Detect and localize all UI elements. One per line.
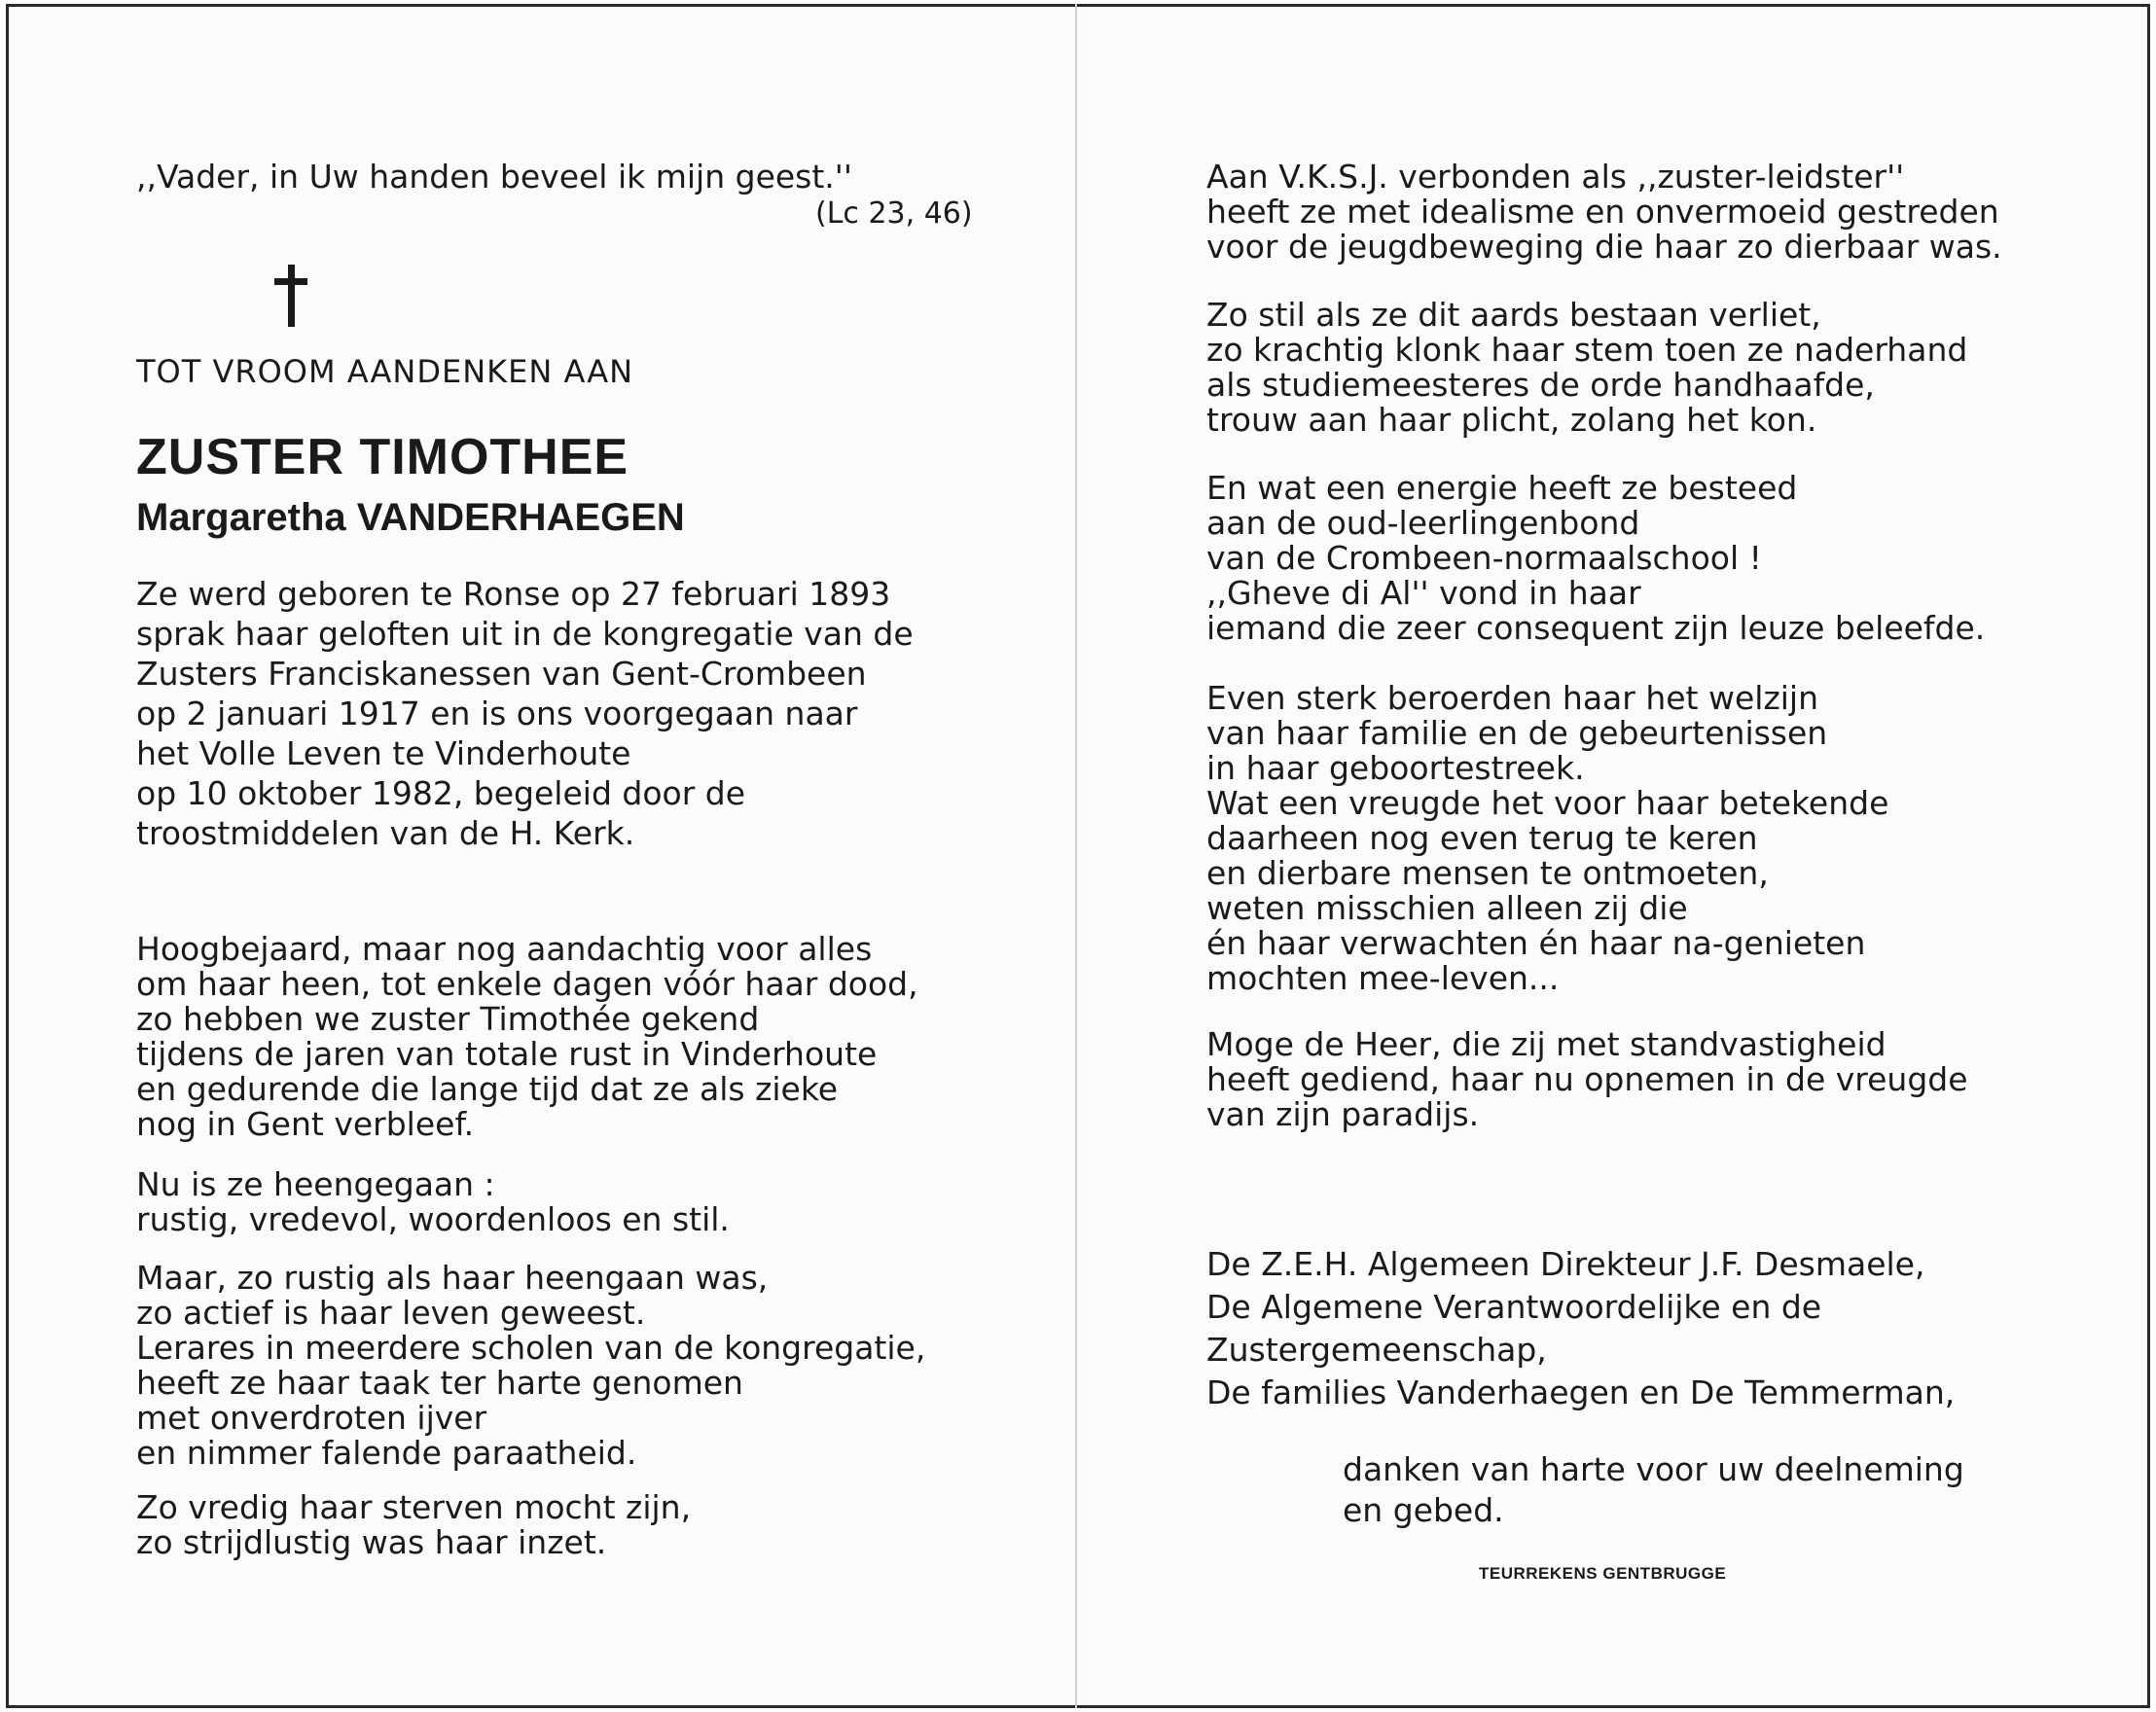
deceased-full-name: Margaretha VANDERHAEGEN — [136, 496, 685, 539]
text-line: Hoogbejaard, maar nog aandachtig voor alles — [136, 930, 873, 968]
text-line: voor de jeugdbeweging die haar zo dierbaar was. — [1206, 228, 2002, 266]
text-line: zo krachtig klonk haar stem toen ze naderhand — [1206, 331, 1968, 369]
text-line: en gedurende die lange tijd dat ze als zieke — [136, 1070, 839, 1108]
paragraph-4 — [136, 1490, 691, 1560]
text-line: en dierbare mensen te ontmoeten, — [1206, 854, 1769, 892]
thanks-text — [1343, 1449, 1964, 1531]
right-paragraph-1 — [1206, 160, 2002, 265]
text-line: op 10 oktober 1982, begeleid door de — [136, 774, 746, 812]
text-line: Even sterk beroerden haar het welzijn — [1206, 679, 1819, 717]
text-line: in haar geboortestreek. — [1206, 749, 1585, 787]
printer-imprint: TEURREKENS GENTBRUGGE — [1479, 1564, 1727, 1583]
text-line: Zusters Franciskanessen van Gent-Crombeen — [136, 655, 867, 693]
paragraph-2 — [136, 1167, 730, 1237]
text-line: en nimmer falende paraatheid. — [136, 1434, 637, 1472]
bible-quote: ,,Vader, in Uw handen beveel ik mijn geest.'' — [136, 158, 852, 196]
text-line: tijdens de jaren van totale rust in Vinderhoute — [136, 1035, 878, 1073]
text-line: iemand die zeer consequent zijn leuze beleefde. — [1206, 609, 1986, 647]
text-line: Aan V.K.S.J. verbonden als ,,zuster-leidster'' — [1206, 158, 1905, 196]
text-line: én haar verwachten én haar na-genieten — [1206, 924, 1866, 962]
text-line: Moge de Heer, die zij met standvastigheid — [1206, 1025, 1886, 1063]
text-line: heeft ze haar taak ter harte genomen — [136, 1364, 743, 1402]
signatory-line: De families Vanderhaegen en De Temmerman, — [1206, 1373, 1956, 1411]
text-line: sprak haar geloften uit in de kongregatie van de — [136, 615, 914, 653]
text-line: en gebed. — [1343, 1491, 1504, 1529]
right-paragraph-3 — [1206, 471, 1985, 646]
deceased-title: ZUSTER TIMOTHEE — [136, 429, 629, 485]
text-line: zo hebben we zuster Timothée gekend — [136, 1000, 760, 1038]
text-line: als studiemeesteres de orde handhaafde, — [1206, 366, 1875, 404]
text-line: Lerares in meerdere scholen van de kongregatie, — [136, 1329, 926, 1367]
text-line: het Volle Leven te Vinderhoute — [136, 734, 631, 772]
card-fold — [1075, 4, 1077, 1708]
cross-icon — [274, 265, 307, 331]
text-line: Zo stil als ze dit aards bestaan verliet, — [1206, 296, 1821, 334]
right-paragraph-5 — [1206, 1027, 1968, 1132]
text-line: Ze werd geboren te Ronse op 27 februari 1893 — [136, 575, 891, 613]
text-line: danken van harte voor uw deelneming — [1343, 1450, 1964, 1488]
text-line: zo actief is haar leven geweest. — [136, 1294, 646, 1332]
right-paragraph-2 — [1206, 298, 1967, 438]
text-line: zo strijdlustig was haar inzet. — [136, 1523, 607, 1561]
text-line: met onverdroten ijver — [136, 1399, 487, 1437]
paragraph-1 — [136, 932, 918, 1142]
text-line: daarheen nog even terug te keren — [1206, 819, 1758, 857]
bible-reference: (Lc 23, 46) — [815, 196, 973, 231]
text-line: ,,Gheve di Al'' vond in haar — [1206, 574, 1641, 612]
text-line: troostmiddelen van de H. Kerk. — [136, 814, 635, 852]
signatory-line: Zustergemeenschap, — [1206, 1331, 1547, 1369]
text-line: trouw aan haar plicht, zolang het kon. — [1206, 401, 1817, 439]
text-line: Nu is ze heengegaan : — [136, 1165, 495, 1203]
text-line: van haar familie en de gebeurtenissen — [1206, 714, 1828, 752]
text-line: op 2 januari 1917 en is ons voorgegaan naar — [136, 695, 858, 732]
text-line: weten misschien alleen zij die — [1206, 889, 1688, 927]
text-line: Maar, zo rustig als haar heengaan was, — [136, 1259, 769, 1297]
text-line: Zo vredig haar sterven mocht zijn, — [136, 1488, 692, 1526]
text-line: van de Crombeen-normaalschool ! — [1206, 539, 1762, 577]
text-line: heeft ze met idealisme en onvermoeid gestreden — [1206, 193, 1999, 231]
bio-paragraph — [136, 574, 914, 853]
text-line: nog in Gent verbleef. — [136, 1105, 475, 1143]
text-line: mochten mee-leven... — [1206, 959, 1560, 997]
signatory-line: De Algemene Verantwoordelijke en de — [1206, 1288, 1822, 1326]
text-line: om haar heen, tot enkele dagen vóór haar dood, — [136, 965, 918, 1003]
signatory-line: De Z.E.H. Algemeen Direkteur J.F. Desmaele, — [1206, 1245, 1925, 1283]
signatories — [1206, 1243, 1955, 1414]
in-memory-heading: TOT VROOM AANDENKEN AAN — [136, 353, 634, 390]
text-line: Wat een vreugde het voor haar betekende — [1206, 784, 1889, 822]
text-line: heeft gediend, haar nu opnemen in de vreugde — [1206, 1060, 1968, 1098]
paragraph-3 — [136, 1261, 925, 1471]
text-line: rustig, vredevol, woordenloos en stil. — [136, 1200, 730, 1238]
text-line: aan de oud-leerlingenbond — [1206, 504, 1640, 542]
text-line: En wat een energie heeft ze besteed — [1206, 469, 1798, 507]
right-paragraph-4 — [1206, 681, 1888, 996]
text-line: van zijn paradijs. — [1206, 1095, 1480, 1133]
